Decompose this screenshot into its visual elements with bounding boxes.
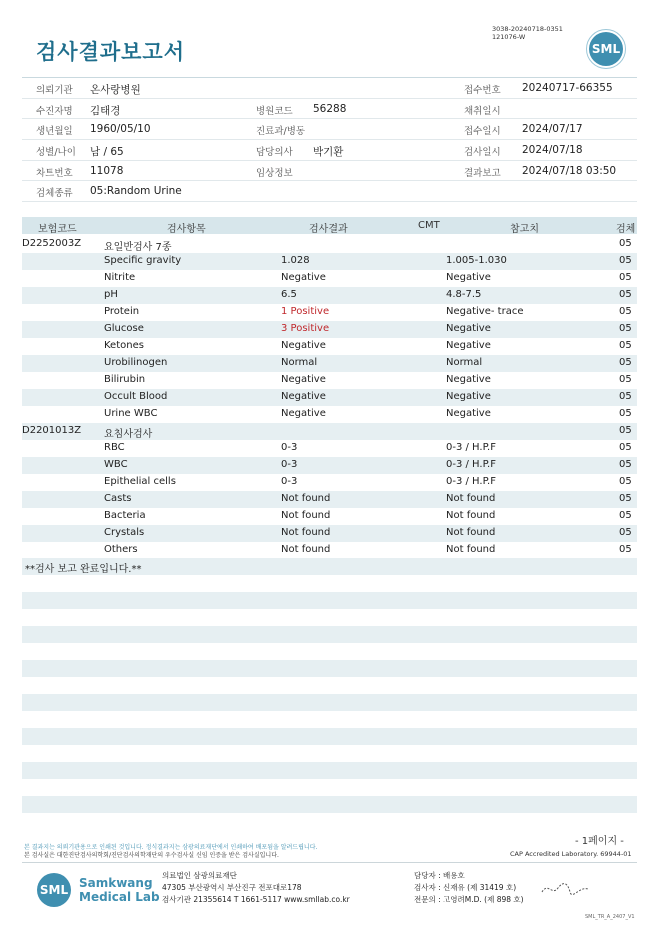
sml-footer-logo-icon: SML	[37, 873, 71, 907]
row-result: 0-3	[281, 459, 298, 470]
info-label: 검사일시	[464, 147, 501, 159]
cap-accreditation: CAP Accredited Laboratory. 69944-01	[510, 850, 632, 858]
results-table-body	[22, 236, 637, 559]
row-result: 1.028	[281, 255, 310, 266]
row-specimen: 05	[619, 493, 632, 504]
blank-row	[22, 694, 637, 711]
row-result: Not found	[281, 544, 331, 555]
info-value: 1960/05/10	[90, 123, 151, 136]
table-row	[22, 389, 637, 406]
document-id	[492, 25, 563, 41]
info-label: 수진자명	[36, 105, 73, 117]
staff-manager: 담당자 : 배용호	[414, 871, 465, 880]
row-reference: Negative	[446, 272, 491, 283]
row-result: Not found	[281, 510, 331, 521]
row-specimen: 05	[619, 459, 632, 470]
info-label: 병원코드	[256, 105, 293, 117]
row-reference: Negative	[446, 391, 491, 402]
disclaimer-line-1: 본 결과지는 의뢰기관용으로 인쇄된 것입니다. 정식결과지는 삼광의료재단에서 인쇄하여 배포됨을 알려드립니다.	[24, 844, 318, 851]
row-reference: Normal	[446, 357, 483, 368]
info-value: 11078	[90, 164, 124, 177]
row-reference: Not found	[446, 510, 496, 521]
row-specimen: 05	[619, 323, 632, 334]
row-item: Nitrite	[104, 272, 136, 283]
blank-row	[22, 626, 637, 643]
table-row	[22, 508, 637, 525]
info-label: 담당의사	[256, 147, 293, 159]
staff-specialist: 전문의 : 고영려M.D. (제 898 호)	[414, 895, 524, 904]
row-reference: 0-3 / H.P.F	[446, 442, 496, 453]
org-address: 47305 부산광역시 부산진구 전포대로178	[162, 883, 302, 892]
row-specimen: 05	[619, 306, 632, 317]
row-specimen: 05	[619, 391, 632, 402]
brand-line-2: Medical Lab	[79, 890, 160, 904]
row-item: Others	[104, 544, 138, 555]
row-code: D2252003Z	[22, 238, 82, 249]
row-reference: Not found	[446, 527, 496, 538]
table-row	[22, 423, 637, 440]
row-item: pH	[104, 289, 118, 300]
info-label: 접수번호	[464, 85, 501, 96]
info-value: 박기환	[313, 146, 344, 159]
table-row	[22, 287, 637, 304]
header-cmt: CMT	[418, 220, 440, 231]
row-item: Crystals	[104, 527, 145, 538]
row-item: Casts	[104, 493, 132, 504]
info-label: 의뢰기관	[36, 85, 73, 96]
header-specimen: 검체	[616, 224, 636, 235]
results-table-header	[22, 217, 637, 234]
table-row	[22, 355, 637, 372]
row-result: Negative	[281, 408, 326, 419]
row-reference: Not found	[446, 493, 496, 504]
blank-row	[22, 796, 637, 813]
row-item: 요일반검사 7종	[104, 242, 172, 253]
row-specimen: 05	[619, 340, 632, 351]
info-row	[22, 140, 637, 161]
row-item: Protein	[104, 306, 140, 317]
row-item: Specific gravity	[104, 255, 182, 266]
info-value: 김태경	[90, 104, 121, 117]
blank-row	[22, 592, 637, 609]
header-reference: 참고치	[510, 224, 539, 235]
row-result: Negative	[281, 374, 326, 385]
table-row	[22, 253, 637, 270]
info-value: 남 / 65	[90, 146, 124, 159]
brand-name	[79, 876, 160, 904]
table-row	[22, 406, 637, 423]
row-specimen: 05	[619, 255, 632, 266]
info-label: 채취일시	[464, 105, 501, 117]
brand-line-1: Samkwang	[79, 876, 153, 890]
row-item: Glucose	[104, 323, 144, 334]
table-row	[22, 525, 637, 542]
row-item: 요침사검사	[104, 429, 153, 440]
row-item: Urine WBC	[104, 408, 158, 419]
report-complete-text: **검사 보고 완료입니다.**	[25, 564, 142, 575]
organization-info	[162, 870, 350, 906]
row-reference: Not found	[446, 544, 496, 555]
row-result: Not found	[281, 493, 331, 504]
table-row	[22, 542, 637, 559]
info-row	[22, 181, 637, 202]
page-number: - 1페이지 -	[575, 836, 624, 847]
signature-icon	[540, 880, 590, 898]
row-item: Urobilinogen	[104, 357, 168, 368]
table-row	[22, 440, 637, 457]
row-item: WBC	[104, 459, 128, 470]
info-label: 검체종류	[36, 188, 73, 200]
info-label: 생년월일	[36, 126, 73, 138]
header-code: 보험코드	[38, 224, 77, 235]
header-item: 검사항목	[167, 224, 206, 235]
info-label: 진료과/병동	[256, 126, 306, 138]
row-result: Not found	[281, 527, 331, 538]
row-specimen: 05	[619, 238, 632, 249]
row-specimen: 05	[619, 289, 632, 300]
row-reference: Negative	[446, 374, 491, 385]
sml-logo-icon: SML	[589, 32, 623, 66]
document-id-line-2: 121076-W	[492, 33, 526, 41]
info-value: 2024/07/18	[522, 144, 583, 157]
info-row	[22, 161, 637, 182]
row-specimen: 05	[619, 510, 632, 521]
info-row	[22, 78, 637, 99]
org-name: 의료법인 삼광의료재단	[162, 871, 237, 880]
table-row	[22, 270, 637, 287]
info-label: 결과보고	[464, 167, 501, 179]
row-reference: 0-3 / H.P.F	[446, 476, 496, 487]
row-specimen: 05	[619, 374, 632, 385]
row-specimen: 05	[619, 544, 632, 555]
row-specimen: 05	[619, 527, 632, 538]
blank-row	[22, 762, 637, 779]
header-result: 검사결과	[309, 224, 348, 235]
table-row	[22, 474, 637, 491]
row-item: Epithelial cells	[104, 476, 176, 487]
staff-info	[414, 870, 524, 906]
table-row	[22, 304, 637, 321]
row-result: Negative	[281, 391, 326, 402]
row-reference: 1.005-1.030	[446, 255, 507, 266]
row-result: Negative	[281, 272, 326, 283]
row-item: Bacteria	[104, 510, 146, 521]
document-id-line-1: 3038-20240718-0351	[492, 25, 563, 33]
info-label: 성별/나이	[36, 147, 76, 159]
info-value: 20240717-66355	[522, 82, 613, 94]
row-item: Ketones	[104, 340, 144, 351]
row-specimen: 05	[619, 425, 632, 436]
report-complete-note	[22, 558, 637, 575]
info-label: 임상정보	[256, 167, 293, 179]
info-value: 56288	[313, 102, 347, 115]
table-row	[22, 321, 637, 338]
row-reference: Negative	[446, 340, 491, 351]
row-result: Normal	[281, 357, 318, 368]
row-result: 0-3	[281, 476, 298, 487]
staff-tester: 검사자 : 신재유 (제 31419 호)	[414, 883, 517, 892]
page-title: 검사결과보고서	[36, 40, 186, 64]
info-row	[22, 119, 637, 140]
table-row	[22, 491, 637, 508]
row-specimen: 05	[619, 476, 632, 487]
table-row	[22, 457, 637, 474]
form-id: SML_TR_A_2407_V1	[585, 914, 635, 920]
row-result: 6.5	[281, 289, 297, 300]
row-code: D2201013Z	[22, 425, 82, 436]
info-value: 온사랑병원	[90, 84, 141, 96]
blank-row	[22, 728, 637, 745]
row-result: 0-3	[281, 442, 298, 453]
table-row	[22, 372, 637, 389]
row-specimen: 05	[619, 357, 632, 368]
row-specimen: 05	[619, 442, 632, 453]
row-result: Negative	[281, 340, 326, 351]
patient-info-table	[22, 77, 637, 202]
table-row	[22, 236, 637, 253]
row-item: RBC	[104, 442, 125, 453]
info-value: 05:Random Urine	[90, 185, 182, 198]
row-item: Bilirubin	[104, 374, 146, 385]
row-result: 3 Positive	[281, 323, 330, 334]
footer-divider	[22, 862, 637, 863]
info-value: 2024/07/17	[522, 123, 583, 136]
row-reference: 0-3 / H.P.F	[446, 459, 496, 470]
info-row	[22, 99, 637, 120]
org-contact: 검사기관 21355614 T 1661-5117 www.smllab.co.kr	[162, 895, 350, 904]
row-reference: Negative	[446, 323, 491, 334]
blank-row	[22, 660, 637, 677]
row-item: Occult Blood	[104, 391, 168, 402]
table-row	[22, 338, 637, 355]
info-value: 2024/07/18 03:50	[522, 164, 617, 177]
disclaimer-line-2: 본 검사실은 대한진단검사의학회/진단검사의학재단의 우수검사실 신임 인증을 받은 검사실입니다.	[24, 852, 279, 859]
row-reference: 4.8-7.5	[446, 289, 482, 300]
row-reference: Negative- trace	[446, 306, 524, 317]
info-label: 차트번호	[36, 167, 73, 179]
row-specimen: 05	[619, 408, 632, 419]
row-reference: Negative	[446, 408, 491, 419]
row-specimen: 05	[619, 272, 632, 283]
info-label: 접수일시	[464, 126, 501, 138]
row-result: 1 Positive	[281, 306, 330, 317]
